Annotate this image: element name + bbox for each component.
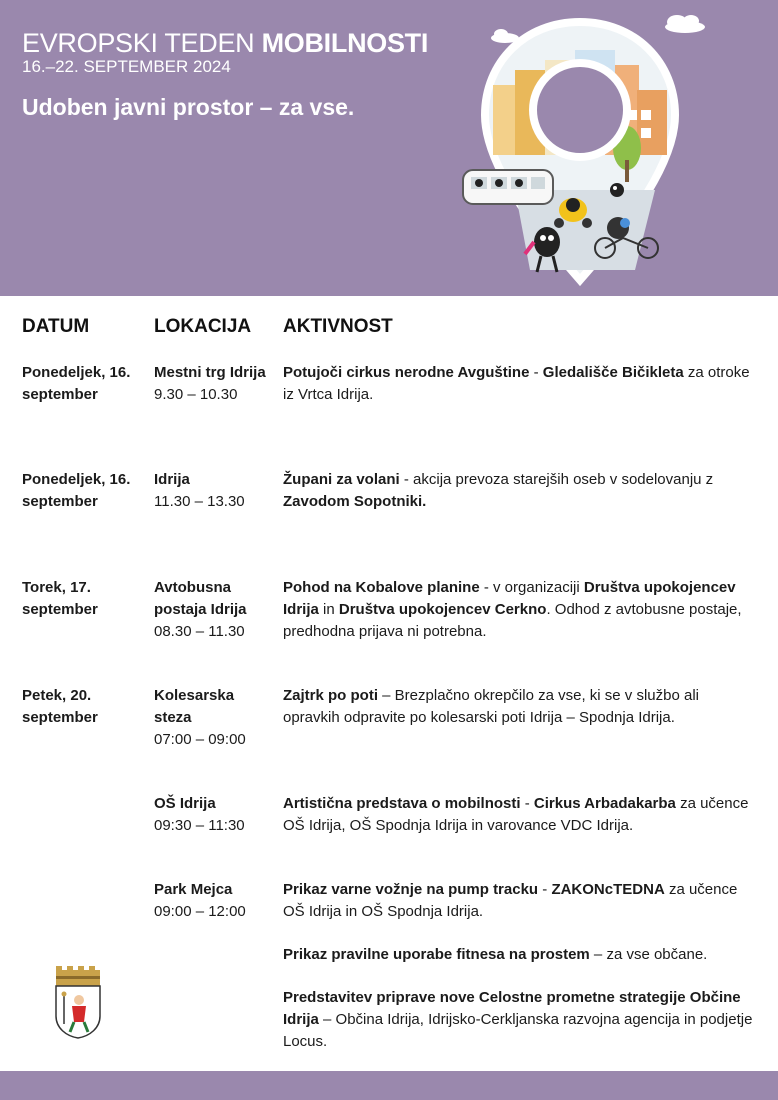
row-1-date: Ponedeljek, 16. september [22,364,131,403]
row-3-location-name: Avtobusna postaja Idrija [154,579,247,618]
footer-bar [0,1071,778,1100]
activity-segment: - v organizaciji [479,579,584,596]
row-4-activity [283,685,758,729]
activity-segment: – Občina Idrija, Idrijsko-Cerkljanska razvojna agencija in podjetje Locus. [283,1011,753,1050]
column-header-activity: AKTIVNOST [283,316,393,337]
row-4-location-name: Kolesarska steza [154,687,235,726]
activity-segment: ZAKONcTEDNA [551,881,665,898]
activity-segment: Župani za volani [283,471,400,488]
row-6-time: 09:00 – 12:00 [154,903,246,920]
row-5-activity [283,793,758,837]
row-3-date: Torek, 17. september [22,579,98,618]
event-title-normal: EVROPSKI TEDEN [22,28,262,58]
activity-segment: Cirkus Arbadakarba [533,795,676,812]
activity-segment: - [529,364,543,381]
row-6-location [154,879,272,923]
row-5-time: 09:30 – 11:30 [154,817,245,834]
activity-segment: – Brezplačno okrepčilo za vse, ki se v službo ali opravkih odpravite po kolesarski poti Idrija – Spodnja Idrija. [283,687,699,726]
activity-segment: Zajtrk po poti [283,687,378,704]
activity-segment: Zavodom Sopotniki. [283,493,427,510]
activity-segment: za učence OŠ Idrija in OŠ Spodnja Idrija. [283,881,738,920]
row-6-activity [283,879,758,923]
row-1-time: 9.30 – 10.30 [154,386,238,403]
event-title [22,28,428,59]
row-2-date: Ponedeljek, 16. september [22,471,131,510]
row-1-activity [283,362,758,406]
row-4-date: Petek, 20. september [22,687,98,726]
row-6-location-name: Park Mejca [154,881,233,898]
activity-segment: - [538,881,552,898]
idrija-coat-of-arms-icon [52,964,104,1040]
column-header-date: DATUM [22,316,90,337]
activity-segment: za učence OŠ Idrija, OŠ Spodnja Idrija in varovance VDC Idrija. [283,795,749,834]
activity-segment: – za vse občane. [589,946,708,963]
row-1-location-name: Mestni trg Idrija [154,364,266,381]
activity-segment: Prikaz pravilne uporabe fitnesa na prostem [283,946,590,963]
event-slogan: Udoben javni prostor – za vse. [22,94,355,120]
activity-segment: in [318,601,339,618]
map-pin-mobility-illustration [455,10,725,292]
row-4-location [154,685,272,751]
activity-segment: Prikaz varne vožnje na pump tracku [283,881,539,898]
row-5-location-name: OŠ Idrija [154,795,216,812]
column-header-location: LOKACIJA [154,316,252,337]
row-3-location [154,577,272,643]
activity-segment: Artistična predstava o mobilnosti [283,795,521,812]
row-8-activity [283,987,758,1053]
event-title-bold: MOBILNOSTI [261,28,429,58]
activity-segment: za otroke iz Vrtca Idrija. [283,364,750,403]
row-3-time: 08.30 – 11.30 [154,623,245,640]
activity-segment: . Odhod z avtobusne postaje, predhodna prijava ni potrebna. [283,601,742,640]
row-1-location [154,362,272,406]
activity-segment: Potujoči cirkus nerodne Avguštine [283,364,530,381]
header-banner [0,0,778,296]
activity-segment: Društva upokojencev Idrija [283,579,736,618]
row-7-activity [283,944,758,966]
activity-segment: Društva upokojencev Cerkno [338,601,547,618]
row-2-location [154,469,272,513]
activity-segment: - [520,795,534,812]
activity-segment: Pohod na Kobalove planine [283,579,480,596]
activity-segment: Gledališče Bičikleta [542,364,684,381]
row-4-time: 07:00 – 09:00 [154,731,246,748]
activity-segment: - akcija prevoza starejših oseb v sodelovanju z [399,471,714,488]
activity-segment: Predstavitev priprave nove Celostne prometne strategije Občine Idrija [283,989,741,1028]
row-2-activity [283,469,758,513]
row-5-location [154,793,272,837]
row-2-time: 11.30 – 13.30 [154,493,245,510]
event-dates: 16.–22. SEPTEMBER 2024 [22,57,231,76]
row-3-activity [283,577,758,643]
row-2-location-name: Idrija [154,471,190,488]
